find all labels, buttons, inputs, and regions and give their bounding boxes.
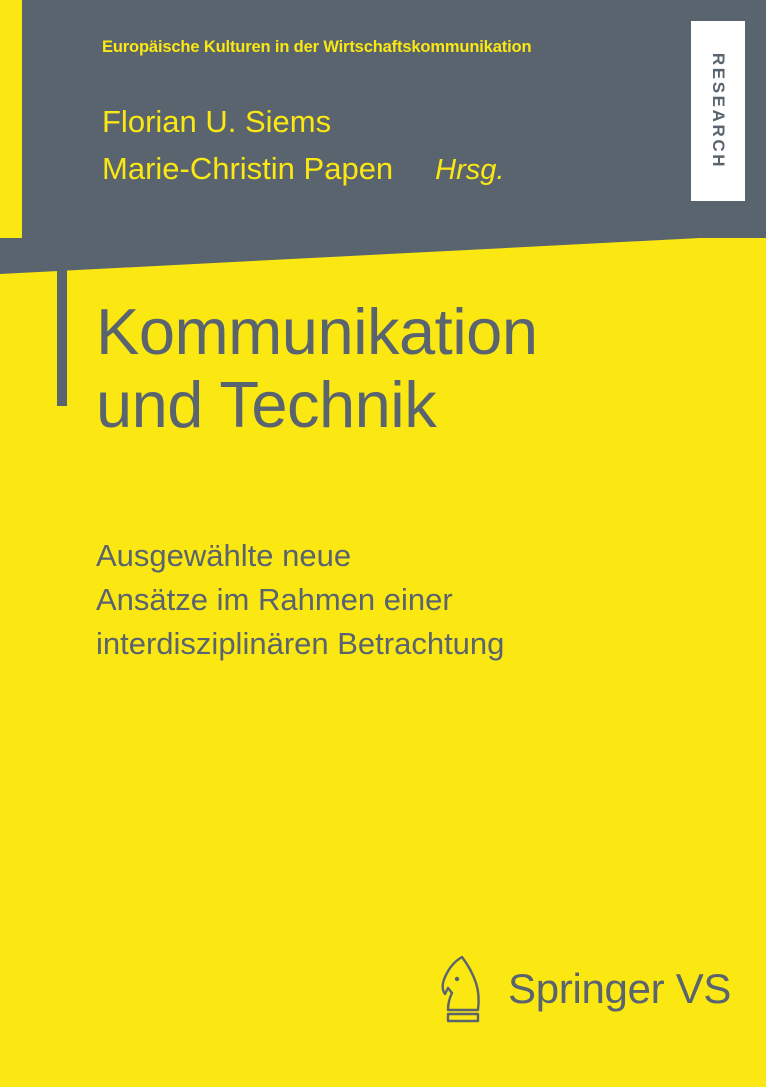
editor-name-2: Marie-Christin Papen <box>102 151 394 187</box>
editor-name-1: Florian U. Siems <box>102 104 332 139</box>
series-title: Europäische Kulturen in der Wirtschaftskommunikation <box>102 38 532 56</box>
publisher-name: Springer VS <box>508 965 732 1012</box>
editors-block <box>102 98 702 192</box>
title-line-2: und Technik <box>96 367 437 441</box>
title-line-1: Kommunikation <box>96 295 538 368</box>
editor-line-2 <box>102 145 702 192</box>
publisher-logo <box>432 952 731 1026</box>
subtitle-line-2: Ansätze im Rahmen einer <box>96 582 453 618</box>
springer-knight-icon <box>432 952 494 1026</box>
research-tab-label: RESEARCH <box>709 52 729 170</box>
subtitle-line-3: interdisziplinären Betrachtung <box>96 626 505 662</box>
subtitle-line-1: Ausgewählte neue <box>96 538 352 573</box>
grey-accent-bar <box>57 238 67 406</box>
page-title <box>96 296 736 442</box>
header-band-diagonal <box>0 238 766 274</box>
page-subtitle <box>96 534 696 666</box>
left-yellow-stripe <box>0 0 22 238</box>
editor-role-label: Hrsg. <box>435 154 505 187</box>
